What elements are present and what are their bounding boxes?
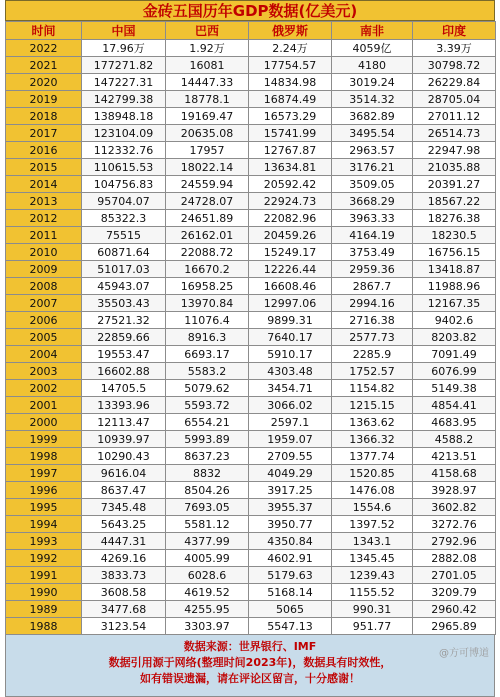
cell-russia: 12997.06 [249,295,332,312]
cell-year: 2000 [6,414,82,431]
cell-russia: 5168.14 [249,584,332,601]
sheet-title: 金砖五国历年GDP数据(亿美元) [5,0,495,21]
cell-year: 1995 [6,499,82,516]
cell-india: 12167.35 [413,295,496,312]
cell-india: 2965.89 [413,618,496,635]
cell-india: 2882.08 [413,550,496,567]
cell-russia: 22924.73 [249,193,332,210]
cell-russia: 16573.29 [249,108,332,125]
cell-china: 112332.76 [82,142,166,159]
table-row [6,550,496,567]
cell-year: 2020 [6,74,82,91]
cell-china: 3608.58 [82,584,166,601]
cell-india: 18276.38 [413,210,496,227]
cell-russia: 17754.57 [249,57,332,74]
cell-year: 2022 [6,40,82,57]
cell-year: 2013 [6,193,82,210]
cell-south-africa: 3682.89 [332,108,413,125]
cell-russia: 9899.31 [249,312,332,329]
cell-russia: 4350.84 [249,533,332,550]
cell-brazil: 16081 [166,57,249,74]
cell-china: 3123.54 [82,618,166,635]
cell-brazil: 26162.01 [166,227,249,244]
cell-china: 85322.3 [82,210,166,227]
cell-india: 30798.72 [413,57,496,74]
table-row [6,227,496,244]
table-row [6,516,496,533]
cell-brazil: 24651.89 [166,210,249,227]
cell-south-africa: 3176.21 [332,159,413,176]
table-row [6,380,496,397]
cell-china: 51017.03 [82,261,166,278]
cell-india: 4683.95 [413,414,496,431]
cell-year: 1994 [6,516,82,533]
cell-brazil: 6693.17 [166,346,249,363]
cell-china: 9616.04 [82,465,166,482]
cell-india: 18567.22 [413,193,496,210]
cell-year: 2001 [6,397,82,414]
cell-russia: 2597.1 [249,414,332,431]
cell-south-africa: 1343.1 [332,533,413,550]
cell-russia: 4049.29 [249,465,332,482]
cell-brazil: 8637.23 [166,448,249,465]
table-row [6,465,496,482]
cell-south-africa: 4164.19 [332,227,413,244]
cell-brazil: 16958.25 [166,278,249,295]
table-row [6,91,496,108]
cell-brazil: 6028.6 [166,567,249,584]
cell-south-africa: 2963.57 [332,142,413,159]
cell-russia: 3066.02 [249,397,332,414]
cell-brazil: 4377.99 [166,533,249,550]
cell-brazil: 4619.52 [166,584,249,601]
cell-south-africa: 3514.32 [332,91,413,108]
cell-year: 2009 [6,261,82,278]
cell-year: 2019 [6,91,82,108]
cell-india: 3928.97 [413,482,496,499]
cell-china: 8637.47 [82,482,166,499]
cell-south-africa: 4180 [332,57,413,74]
cell-china: 17.96万 [82,40,166,57]
cell-year: 2003 [6,363,82,380]
cell-year: 2004 [6,346,82,363]
table-row [6,295,496,312]
cell-south-africa: 2867.7 [332,278,413,295]
cell-year: 2017 [6,125,82,142]
cell-china: 16602.88 [82,363,166,380]
cell-brazil: 14447.33 [166,74,249,91]
cell-china: 4269.16 [82,550,166,567]
cell-india: 22947.98 [413,142,496,159]
cell-brazil: 3303.97 [166,618,249,635]
table-row [6,346,496,363]
cell-china: 123104.09 [82,125,166,142]
cell-russia: 12767.87 [249,142,332,159]
header-cell-india: 印度 [413,22,496,40]
table-row [6,431,496,448]
cell-south-africa: 3753.49 [332,244,413,261]
cell-india: 4213.51 [413,448,496,465]
cell-china: 13393.96 [82,397,166,414]
cell-south-africa: 3019.24 [332,74,413,91]
cell-south-africa: 1377.74 [332,448,413,465]
watermark: @方可博道 [439,648,489,659]
cell-year: 2016 [6,142,82,159]
cell-russia: 20592.42 [249,176,332,193]
cell-india: 9402.6 [413,312,496,329]
cell-year: 1996 [6,482,82,499]
cell-india: 5149.38 [413,380,496,397]
cell-south-africa: 1476.08 [332,482,413,499]
table-row [6,278,496,295]
cell-south-africa: 951.77 [332,618,413,635]
header-cell-russia: 俄罗斯 [249,22,332,40]
cell-year: 2007 [6,295,82,312]
cell-china: 3833.73 [82,567,166,584]
table-row [6,261,496,278]
table-row [6,448,496,465]
cell-russia: 4303.48 [249,363,332,380]
table-row [6,414,496,431]
table-row [6,584,496,601]
cell-russia: 20459.26 [249,227,332,244]
cell-south-africa: 1239.43 [332,567,413,584]
table-row [6,329,496,346]
cell-russia: 14834.98 [249,74,332,91]
cell-india: 28705.04 [413,91,496,108]
cell-south-africa: 1363.62 [332,414,413,431]
table-row [6,618,496,635]
cell-south-africa: 1554.6 [332,499,413,516]
cell-india: 21035.88 [413,159,496,176]
table-row [6,533,496,550]
cell-china: 19553.47 [82,346,166,363]
cell-brazil: 8504.26 [166,482,249,499]
cell-india: 6076.99 [413,363,496,380]
cell-south-africa: 1215.15 [332,397,413,414]
cell-year: 2006 [6,312,82,329]
cell-china: 3477.68 [82,601,166,618]
cell-india: 4588.2 [413,431,496,448]
cell-year: 1990 [6,584,82,601]
cell-china: 35503.43 [82,295,166,312]
cell-south-africa: 1154.82 [332,380,413,397]
cell-year: 2011 [6,227,82,244]
cell-brazil: 24559.94 [166,176,249,193]
cell-brazil: 6554.21 [166,414,249,431]
table-row [6,210,496,227]
cell-china: 60871.64 [82,244,166,261]
cell-brazil: 17957 [166,142,249,159]
header-cell-brazil: 巴西 [166,22,249,40]
cell-china: 10290.43 [82,448,166,465]
cell-china: 10939.97 [82,431,166,448]
cell-south-africa: 1366.32 [332,431,413,448]
cell-russia: 4602.91 [249,550,332,567]
cell-year: 1991 [6,567,82,584]
cell-india: 27011.12 [413,108,496,125]
footer-disclaimer: 数据引用源于网络(整理时间2023年)，数据具有时效性， [108,656,392,669]
cell-russia: 3917.25 [249,482,332,499]
cell-brazil: 13970.84 [166,295,249,312]
cell-brazil: 18778.1 [166,91,249,108]
cell-brazil: 8832 [166,465,249,482]
table-row [6,142,496,159]
cell-russia: 3950.77 [249,516,332,533]
cell-china: 27521.32 [82,312,166,329]
table-row [6,397,496,414]
header-cell-year: 时间 [6,22,82,40]
cell-brazil: 24728.07 [166,193,249,210]
cell-south-africa: 1520.85 [332,465,413,482]
cell-china: 12113.47 [82,414,166,431]
cell-year: 2012 [6,210,82,227]
cell-russia: 2.24万 [249,40,332,57]
cell-india: 13418.87 [413,261,496,278]
cell-brazil: 5079.62 [166,380,249,397]
cell-russia: 3454.71 [249,380,332,397]
cell-brazil: 20635.08 [166,125,249,142]
cell-brazil: 4255.95 [166,601,249,618]
gdp-sheet [5,0,495,685]
table-row [6,40,496,57]
table-row [6,125,496,142]
cell-india: 3272.76 [413,516,496,533]
cell-russia: 16608.46 [249,278,332,295]
cell-russia: 5547.13 [249,618,332,635]
cell-china: 95704.07 [82,193,166,210]
cell-china: 104756.83 [82,176,166,193]
cell-south-africa: 2285.9 [332,346,413,363]
cell-china: 75515 [82,227,166,244]
cell-south-africa: 2577.73 [332,329,413,346]
cell-russia: 16874.49 [249,91,332,108]
header-cell-south-africa: 南非 [332,22,413,40]
cell-brazil: 5583.2 [166,363,249,380]
cell-south-africa: 3963.33 [332,210,413,227]
cell-year: 2021 [6,57,82,74]
table-row [6,176,496,193]
cell-india: 4158.68 [413,465,496,482]
cell-south-africa: 3495.54 [332,125,413,142]
cell-brazil: 8916.3 [166,329,249,346]
cell-brazil: 5593.72 [166,397,249,414]
table-row [6,312,496,329]
cell-india: 20391.27 [413,176,496,193]
table-row [6,482,496,499]
cell-brazil: 18022.14 [166,159,249,176]
cell-india: 3209.79 [413,584,496,601]
cell-year: 2008 [6,278,82,295]
cell-china: 147227.31 [82,74,166,91]
cell-year: 1989 [6,601,82,618]
cell-south-africa: 3509.05 [332,176,413,193]
gdp-table-body [6,22,496,635]
cell-south-africa: 1155.52 [332,584,413,601]
table-row [6,159,496,176]
cell-india: 4854.41 [413,397,496,414]
cell-russia: 15249.17 [249,244,332,261]
cell-china: 14705.5 [82,380,166,397]
footer-note [5,635,495,697]
cell-china: 138948.18 [82,108,166,125]
table-row [6,108,496,125]
cell-south-africa: 2994.16 [332,295,413,312]
cell-china: 5643.25 [82,516,166,533]
cell-south-africa: 2959.36 [332,261,413,278]
cell-india: 16756.15 [413,244,496,261]
cell-south-africa: 4059亿 [332,40,413,57]
cell-year: 2014 [6,176,82,193]
cell-south-africa: 1397.52 [332,516,413,533]
cell-brazil: 7693.05 [166,499,249,516]
cell-india: 2792.96 [413,533,496,550]
cell-year: 2005 [6,329,82,346]
header-cell-china: 中国 [82,22,166,40]
cell-russia: 2709.55 [249,448,332,465]
cell-china: 4447.31 [82,533,166,550]
cell-year: 2010 [6,244,82,261]
cell-brazil: 19169.47 [166,108,249,125]
table-row [6,193,496,210]
table-row [6,499,496,516]
table-row [6,74,496,91]
cell-russia: 5179.63 [249,567,332,584]
cell-south-africa: 2716.38 [332,312,413,329]
cell-india: 3.39万 [413,40,496,57]
cell-year: 1988 [6,618,82,635]
cell-india: 8203.82 [413,329,496,346]
cell-year: 1997 [6,465,82,482]
cell-year: 1992 [6,550,82,567]
header-row [6,22,496,40]
cell-china: 177271.82 [82,57,166,74]
cell-south-africa: 990.31 [332,601,413,618]
cell-china: 22859.66 [82,329,166,346]
cell-india: 11988.96 [413,278,496,295]
cell-russia: 7640.17 [249,329,332,346]
cell-south-africa: 1752.57 [332,363,413,380]
table-row [6,363,496,380]
cell-brazil: 5993.89 [166,431,249,448]
footer-thanks: 如有错误遗漏，请在评论区留言，十分感谢！ [140,672,360,685]
cell-russia: 15741.99 [249,125,332,142]
cell-russia: 12226.44 [249,261,332,278]
gdp-table [5,21,496,635]
cell-china: 110615.53 [82,159,166,176]
footer-source: 数据来源：世界银行、IMF [183,640,317,653]
cell-brazil: 11076.4 [166,312,249,329]
cell-india: 2960.42 [413,601,496,618]
cell-year: 2018 [6,108,82,125]
cell-russia: 1959.07 [249,431,332,448]
cell-india: 7091.49 [413,346,496,363]
cell-south-africa: 3668.29 [332,193,413,210]
cell-brazil: 1.92万 [166,40,249,57]
cell-india: 26514.73 [413,125,496,142]
table-row [6,601,496,618]
cell-brazil: 22088.72 [166,244,249,261]
cell-brazil: 5581.12 [166,516,249,533]
cell-russia: 13634.81 [249,159,332,176]
cell-india: 3602.82 [413,499,496,516]
cell-south-africa: 1345.45 [332,550,413,567]
cell-china: 45943.07 [82,278,166,295]
cell-russia: 22082.96 [249,210,332,227]
table-row [6,244,496,261]
cell-year: 1998 [6,448,82,465]
table-row [6,567,496,584]
cell-russia: 3955.37 [249,499,332,516]
cell-year: 2002 [6,380,82,397]
cell-india: 18230.5 [413,227,496,244]
table-row [6,57,496,74]
cell-russia: 5910.17 [249,346,332,363]
cell-china: 142799.38 [82,91,166,108]
cell-india: 2701.05 [413,567,496,584]
cell-year: 2015 [6,159,82,176]
cell-year: 1993 [6,533,82,550]
cell-brazil: 4005.99 [166,550,249,567]
cell-year: 1999 [6,431,82,448]
cell-russia: 5065 [249,601,332,618]
cell-india: 26229.84 [413,74,496,91]
cell-brazil: 16670.2 [166,261,249,278]
cell-china: 7345.48 [82,499,166,516]
